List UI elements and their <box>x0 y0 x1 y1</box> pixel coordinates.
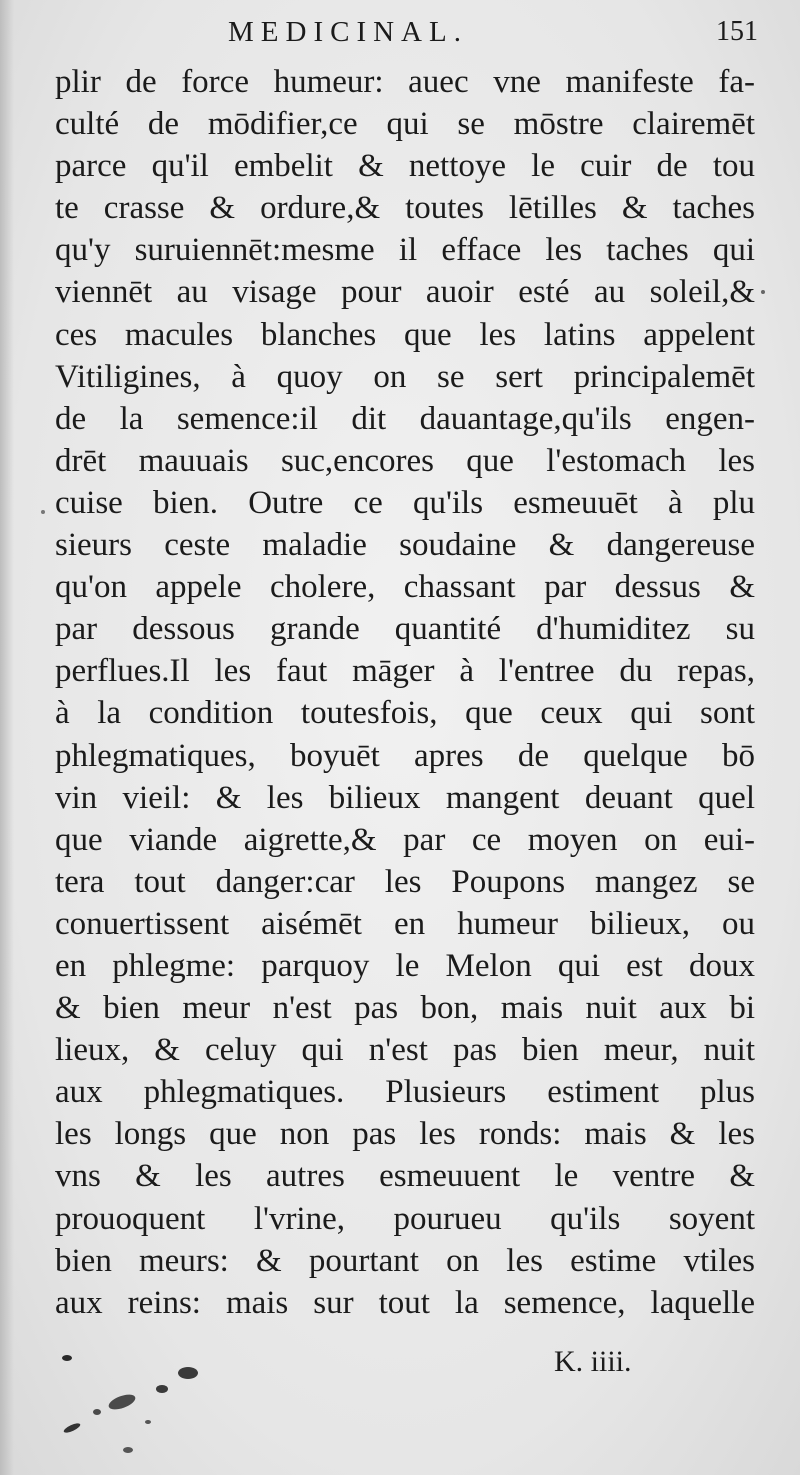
text-line: phlegmatiques, boyuēt apres de quelque bō <box>55 737 755 774</box>
text-line: vin vieil: & les bilieux mangent deuant quel <box>55 779 755 816</box>
ink-spot <box>123 1447 133 1453</box>
signature-mark: K. iiii. <box>554 1345 632 1378</box>
text-line: viennēt au visage pour auoir esté au soleil,& <box>55 274 755 311</box>
running-head <box>0 12 800 52</box>
text-line: culté de mōdifier,ce qui se mōstre clairemēt <box>55 106 755 143</box>
text-line: de la semence:il dit dauantage,qu'ils engen- <box>55 400 755 437</box>
text-line: Vitiligines, à quoy on se sert principalemēt <box>55 358 755 395</box>
ink-spot <box>63 1421 82 1434</box>
text-line: lieux, & celuy qui n'est pas bien meur, nuit <box>55 1032 755 1069</box>
text-line: aux phlegmatiques. Plusieurs estiment plus <box>55 1074 755 1111</box>
ink-spot <box>178 1367 198 1379</box>
text-line: à la condition toutesfois, que ceux qui sont <box>55 695 755 732</box>
text-line: qu'on appele cholere, chassant par dessus & <box>55 569 755 606</box>
text-line: les longs que non pas les ronds: mais & les <box>55 1116 755 1153</box>
text-line: drēt mauuais suc,encores que l'estomach les <box>55 442 755 479</box>
text-line: conuertissent aisémēt en humeur bilieux, ou <box>55 905 755 942</box>
body-text <box>55 61 755 1324</box>
ink-spot <box>62 1355 72 1361</box>
ink-spot <box>41 510 45 514</box>
text-line: plir de force humeur: auec vne manifeste fa- <box>55 64 755 100</box>
ink-spot <box>761 290 765 294</box>
text-line: ces macules blanches que les latins appelent <box>55 316 755 353</box>
text-line: perflues.Il les faut māger à l'entree du repas, <box>55 653 755 690</box>
text-line: & bien meur n'est pas bon, mais nuit aux bi <box>55 990 755 1027</box>
text-line: aux reins: mais sur tout la semence, laquelle <box>55 1284 755 1321</box>
ink-spot <box>107 1392 137 1413</box>
text-line: que viande aigrette,& par ce moyen on eui- <box>55 821 755 858</box>
text-line: tera tout danger:car les Poupons mangez se <box>55 863 755 900</box>
text-line: cuise bien. Outre ce qu'ils esmeuuēt à plu <box>55 484 755 521</box>
text-line: parce qu'il embelit & nettoye le cuir de tou <box>55 148 755 185</box>
page-number: 151 <box>716 16 758 47</box>
ink-spot <box>93 1409 101 1415</box>
ink-spot <box>145 1420 151 1424</box>
text-line: vns & les autres esmeuuent le ventre & <box>55 1158 755 1195</box>
text-line: par dessous grande quantité d'humiditez su <box>55 611 755 648</box>
text-line: te crasse & ordure,& toutes lētilles & taches <box>55 190 755 227</box>
text-line: bien meurs: & pourtant on les estime vtiles <box>55 1242 755 1279</box>
ink-spot <box>156 1385 168 1393</box>
running-title: MEDICINAL. <box>228 16 468 48</box>
text-line: en phlegme: parquoy le Melon qui est doux <box>55 947 755 984</box>
text-line: sieurs ceste maladie soudaine & dangereuse <box>55 527 755 564</box>
text-line: prouoquent l'vrine, pourueu qu'ils soyent <box>55 1200 755 1237</box>
text-line: qu'y suruiennēt:mesme il efface les taches qui <box>55 232 755 269</box>
page-gutter-shadow <box>0 0 14 1475</box>
